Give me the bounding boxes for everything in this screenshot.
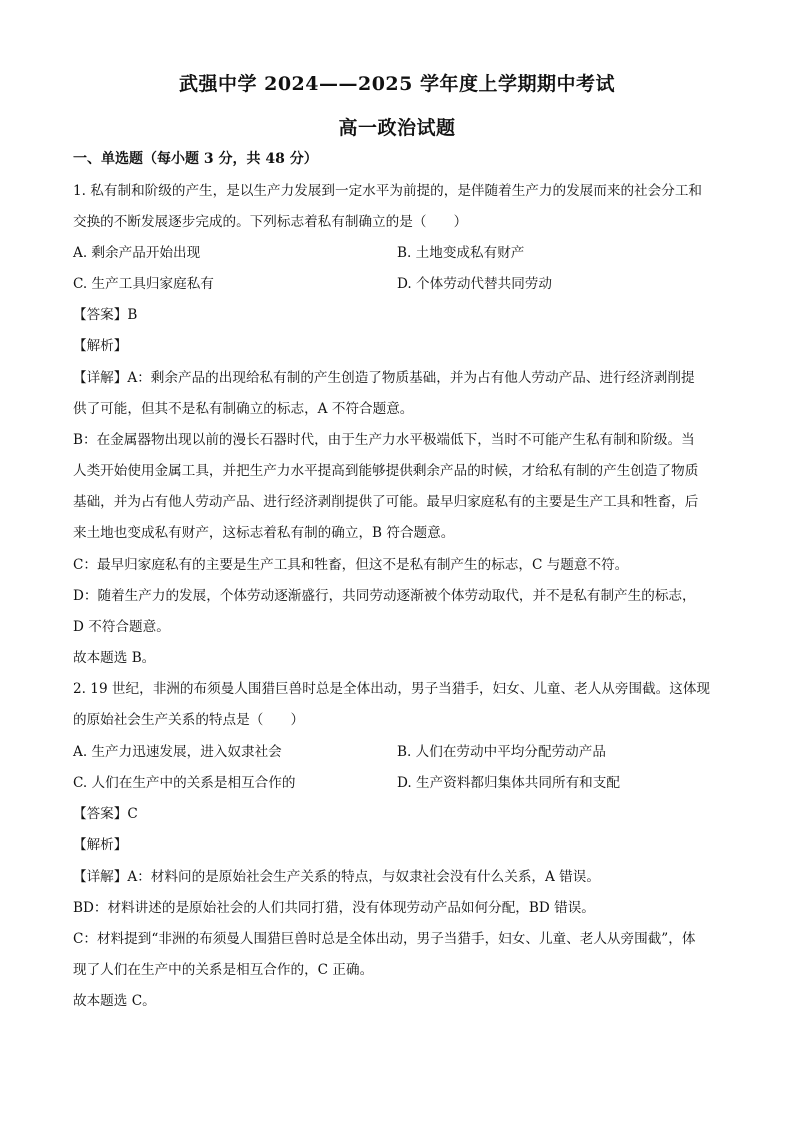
section-heading: 一、单选题（每小题 3 分，共 48 分） [73, 151, 318, 167]
q2-detail-line-1: 【详解】A：材料问的是原始社会生产关系的特点，与奴隶社会没有什么关系，A 错误。 [73, 869, 600, 885]
q2-stem-line-1: 2. 19 世纪，非洲的布须曼人围猎巨兽时总是全体出动，男子当猎手，妇女、儿童、老人从旁围截。这体现 [73, 681, 711, 697]
exam-title: 武强中学 2024——2025 学年度上学期期中考试 [179, 73, 615, 95]
q2-detail-line-4: 现了人们在生产中的关系是相互合作的，C 正确。 [73, 962, 374, 978]
q2-detail-line-3: C：材料提到“非洲的布须曼人围猎巨兽时总是全体出动，男子当猎手，妇女、儿童、老人从旁围截”，体 [73, 931, 696, 947]
q1-stem-line-2: 交换的不断发展逐步完成的。下列标志着私有制确立的是（ ） [73, 214, 468, 230]
q1-stem-line-1: 1. 私有制和阶级的产生，是以生产力发展到一定水平为前提的，是伴随着生产力的发展而来的社会分工和 [73, 183, 703, 199]
q1-detail-line-4: 人类开始使用金属工具，并把生产力水平提高到能够提供剩余产品的时候，才给私有制的产生创造了物质 [73, 463, 699, 479]
q2-answer: 【答案】C [73, 806, 138, 822]
exam-subtitle: 高一政治试题 [338, 117, 456, 139]
q2-conclusion: 故本题选 C。 [73, 993, 156, 1009]
q1-option-a: A. 剩余产品开始出现 [73, 245, 201, 261]
q1-detail-line-1: 【详解】A：剩余产品的出现给私有制的产生创造了物质基础，并为占有他人劳动产品、进行经济剥削提 [73, 370, 695, 386]
q1-detail-line-9: D 不符合题意。 [73, 619, 170, 635]
q1-option-d: D. 个体劳动代替共同劳动 [397, 276, 552, 292]
q1-detail-line-8: D：随着生产力的发展，个体劳动逐渐盛行，共同劳动逐渐被个体劳动取代，并不是私有制产生的标志， [73, 588, 696, 604]
q2-analysis-label: 【解析】 [73, 837, 128, 853]
q2-option-a: A. 生产力迅速发展，进入奴隶社会 [73, 744, 282, 760]
q2-detail-line-2: BD：材料讲述的是原始社会的人们共同打猎，没有体现劳动产品如何分配，BD 错误。 [73, 900, 595, 916]
q2-option-b: B. 人们在劳动中平均分配劳动产品 [397, 744, 606, 760]
q1-answer: 【答案】B [73, 307, 138, 323]
q1-analysis-label: 【解析】 [73, 338, 128, 354]
q1-detail-line-5: 基础，并为占有他人劳动产品、进行经济剥削提供了可能。最早归家庭私有的主要是生产工具和牲畜，后 [73, 494, 699, 510]
q1-conclusion: 故本题选 B。 [73, 650, 156, 666]
q1-detail-line-6: 来土地也变成私有财产，这标志着私有制的确立，B 符合题意。 [73, 525, 455, 541]
q1-option-c: C. 生产工具归家庭私有 [73, 276, 214, 292]
q2-stem-line-2: 的原始社会生产关系的特点是（ ） [73, 712, 305, 728]
q1-detail-line-3: B：在金属器物出现以前的漫长石器时代，由于生产力水平极端低下，当时不可能产生私有制和阶级。当 [73, 432, 695, 448]
q1-detail-line-2: 供了可能，但其不是私有制确立的标志，A 不符合题意。 [73, 401, 414, 417]
q2-option-d: D. 生产资料都归集体共同所有和支配 [397, 775, 620, 791]
q1-option-b: B. 土地变成私有财产 [397, 245, 525, 261]
q2-option-c: C. 人们在生产中的关系是相互合作的 [73, 775, 296, 791]
q1-detail-line-7: C：最早归家庭私有的主要是生产工具和牲畜，但这不是私有制产生的标志，C 与题意不符。 [73, 557, 629, 573]
